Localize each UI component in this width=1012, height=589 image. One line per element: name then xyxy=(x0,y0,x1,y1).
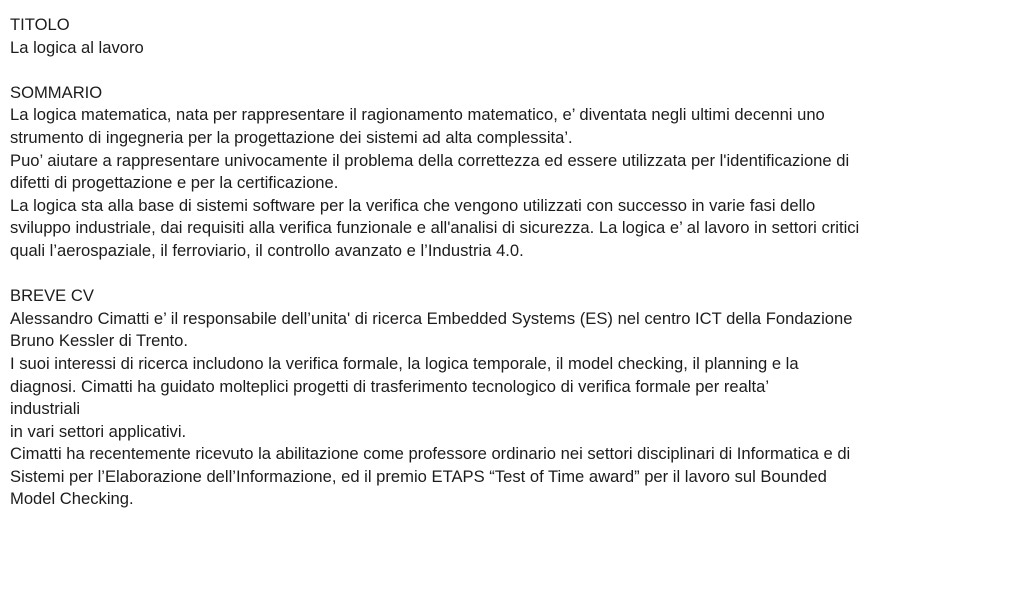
summary-line: La logica matematica, nata per rappresentare il ragionamento matematico, e’ diventata negli ultimi decenni uno xyxy=(10,105,825,125)
cv-line: diagnosi. Cimatti ha guidato molteplici progetti di trasferimento tecnologico di verifica formale per realta’ xyxy=(10,376,770,396)
cv-line: Alessandro Cimatti e’ il responsabile dell’unita' di ricerca Embedded Systems (ES) nel centro ICT della Fondazione xyxy=(10,308,853,328)
summary-line: Puo’ aiutare a rappresentare univocamente il problema della correttezza ed essere utilizzata per l'identificazione di xyxy=(10,150,850,170)
summary-line: La logica sta alla base di sistemi software per la verifica che vengono utilizzati con successo in varie fasi dello xyxy=(10,195,816,215)
cv-line: I suoi interessi di ricerca includono la verifica formale, la logica temporale, il model checking, il planning e la xyxy=(10,353,799,373)
summary-line: sviluppo industriale, dai requisiti alla verifica funzionale e all'analisi di sicurezza. La logica e’ al lavoro in settori critici xyxy=(10,218,860,238)
cv-line: Model Checking. xyxy=(10,489,134,509)
title-heading: TITOLO xyxy=(10,15,70,34)
summary-section xyxy=(10,82,1005,263)
summary-line: quali l’aerospaziale, il ferroviario, il controllo avanzato e l’Industria 4.0. xyxy=(10,240,524,260)
cv-line: Cimatti ha recentemente ricevuto la abilitazione come professore ordinario nei settori disciplinari di Informatica e di xyxy=(10,444,851,464)
cv-line: in vari settori applicativi. xyxy=(10,421,187,441)
summary-line: difetti di progettazione e per la certificazione. xyxy=(10,173,339,193)
summary-heading: SOMMARIO xyxy=(10,82,103,102)
cv-line: Bruno Kessler di Trento. xyxy=(10,331,189,351)
document-page xyxy=(10,14,1005,511)
document-title: La logica al lavoro xyxy=(10,37,144,57)
title-section xyxy=(10,14,1005,59)
cv-line: industriali xyxy=(10,399,81,419)
summary-line: strumento di ingegneria per la progettazione dei sistemi ad alta complessita’. xyxy=(10,127,573,147)
cv-line: Sistemi per l’Elaborazione dell’Informazione, ed il premio ETAPS “Test of Time award” per il lavoro sul Bounded xyxy=(10,466,827,486)
cv-heading: BREVE CV xyxy=(10,286,94,306)
cv-section xyxy=(10,285,1005,511)
